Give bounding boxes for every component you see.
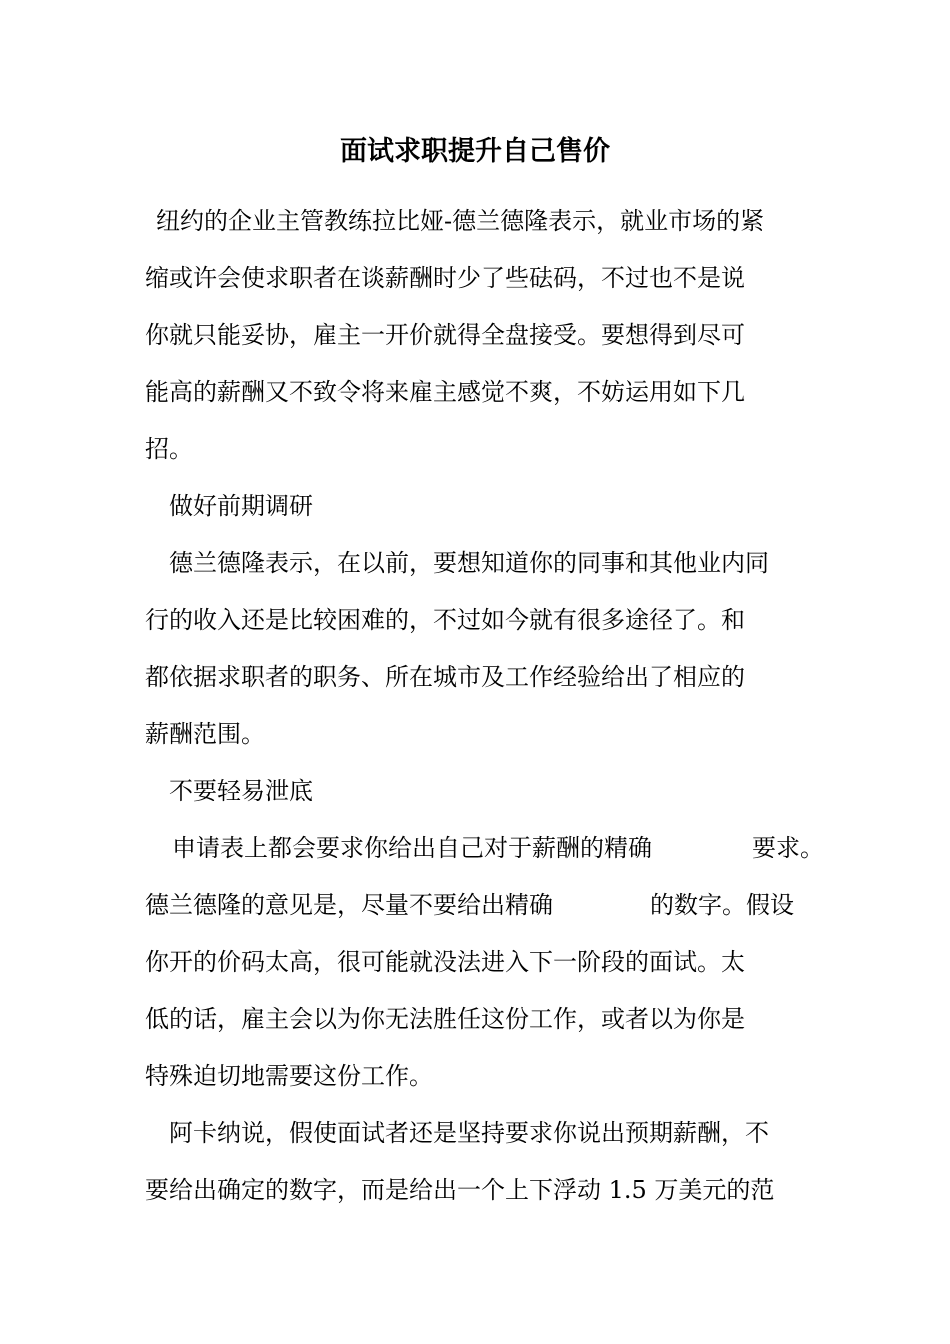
paragraph-line: 你就只能妥协，雇主一开价就得全盘接受。要想得到尽可 — [145, 321, 745, 349]
section-heading: 不要轻易泄底 — [169, 777, 313, 805]
paragraph-line: 阿卡纳说，假使面试者还是坚持要求你说出预期薪酬，不 — [169, 1119, 769, 1147]
paragraph-line: 能高的薪酬又不致令将来雇主感觉不爽，不妨运用如下几 — [145, 378, 745, 406]
paragraph-line: 缩或许会使求职者在谈薪酬时少了些砝码，不过也不是说 — [145, 264, 745, 292]
paragraph-line: 都依据求职者的职务、所在城市及工作经验给出了相应的 — [145, 663, 745, 691]
paragraph-line: 低的话，雇主会以为你无法胜任这份工作，或者以为你是 — [145, 1005, 745, 1033]
section-heading: 做好前期调研 — [169, 492, 313, 520]
paragraph-line: 要给出确定的数字，而是给出一个上下浮动 1.5 万美元的范 — [145, 1176, 775, 1204]
paragraph-line: 要求。 — [752, 834, 824, 862]
paragraph-line: 招。 — [145, 435, 193, 463]
paragraph-line: 的数字。假设 — [650, 891, 794, 919]
paragraph-line: 特殊迫切地需要这份工作。 — [145, 1062, 433, 1090]
paragraph-line: 德兰德隆的意见是，尽量不要给出精确 — [145, 891, 553, 919]
paragraph-line: 行的收入还是比较困难的，不过如今就有很多途径了。和 — [145, 606, 745, 634]
paragraph-line: 你开的价码太高，很可能就没法进入下一阶段的面试。太 — [145, 948, 745, 976]
paragraph-line: 薪酬范围。 — [145, 720, 265, 748]
paragraph-line: 纽约的企业主管教练拉比娅-德兰德隆表示，就业市场的紧 — [156, 207, 765, 235]
paragraph-line: 德兰德隆表示，在以前，要想知道你的同事和其他业内同 — [169, 549, 769, 577]
paragraph-line: 申请表上都会要求你给出自己对于薪酬的精确 — [172, 834, 652, 862]
document-title: 面试求职提升自己售价 — [340, 136, 610, 167]
